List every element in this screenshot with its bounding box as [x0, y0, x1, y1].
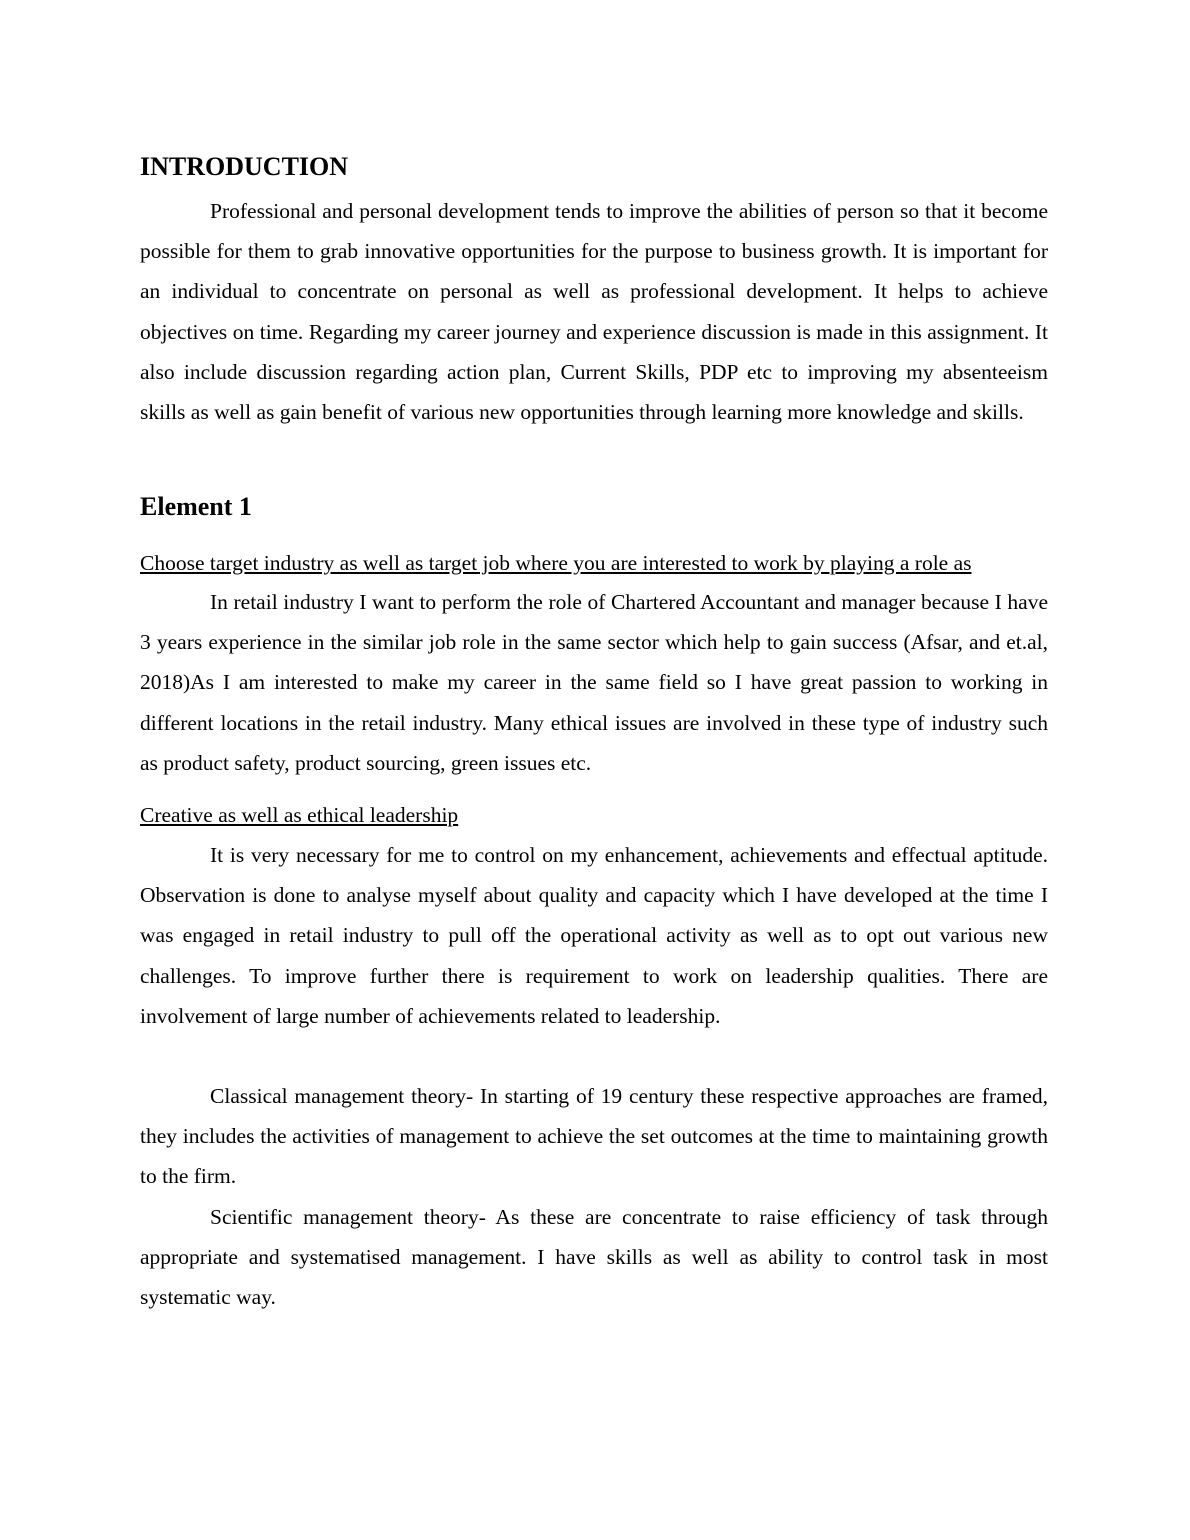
- scientific-management-paragraph: Scientific management theory- As these are concentrate to raise efficiency of task through appropriate and systematised management. I have skills as well as ability to control task in most systematic way.: [140, 1205, 1048, 1310]
- target-industry-subheading: Choose target industry as well as target job where you are interested to work by playing a role as: [140, 551, 972, 575]
- element-1-heading: Element 1: [140, 492, 252, 521]
- leadership-paragraph-1: It is very necessary for me to control on my enhancement, achievements and effectual aptitude. Observation is done to analyse myself about quality and capacity which I have developed at the time I was engaged in retail industry to pull off the operational activity as well as to opt out various new challenges. To improve further there is requirement to work on leadership qualities. There are involvement of large number of achievements related to leadership.: [140, 843, 1048, 1028]
- introduction-paragraph: Professional and personal development tends to improve the abilities of person so that it become possible for them to grab innovative opportunities for the purpose to business growth. It is important for an individual to concentrate on personal as well as professional development. It helps to achieve objectives on time. Regarding my career journey and experience discussion is made in this assignment. It also include discussion regarding action plan, Current Skills, PDP etc to improving my absenteeism skills as well as gain benefit of various new opportunities through learning more knowledge and skills.: [140, 199, 1048, 425]
- target-industry-paragraph: In retail industry I want to perform the role of Chartered Accountant and manager because I have 3 years experience in the similar job role in the same sector which help to gain success (Afsar, and et.al, 2018)As I am interested to make my career in the same field so I have great passion to working in different locations in the retail industry. Many ethical issues are involved in these type of industry such as product safety, product sourcing, green issues etc.: [140, 590, 1048, 775]
- classical-management-paragraph: Classical management theory- In starting of 19 century these respective approaches are framed, they includes the activities of management to achieve the set outcomes at the time to maintaining growth to the firm.: [140, 1084, 1048, 1189]
- introduction-heading: INTRODUCTION: [140, 152, 349, 181]
- leadership-subheading: Creative as well as ethical leadership: [140, 803, 459, 827]
